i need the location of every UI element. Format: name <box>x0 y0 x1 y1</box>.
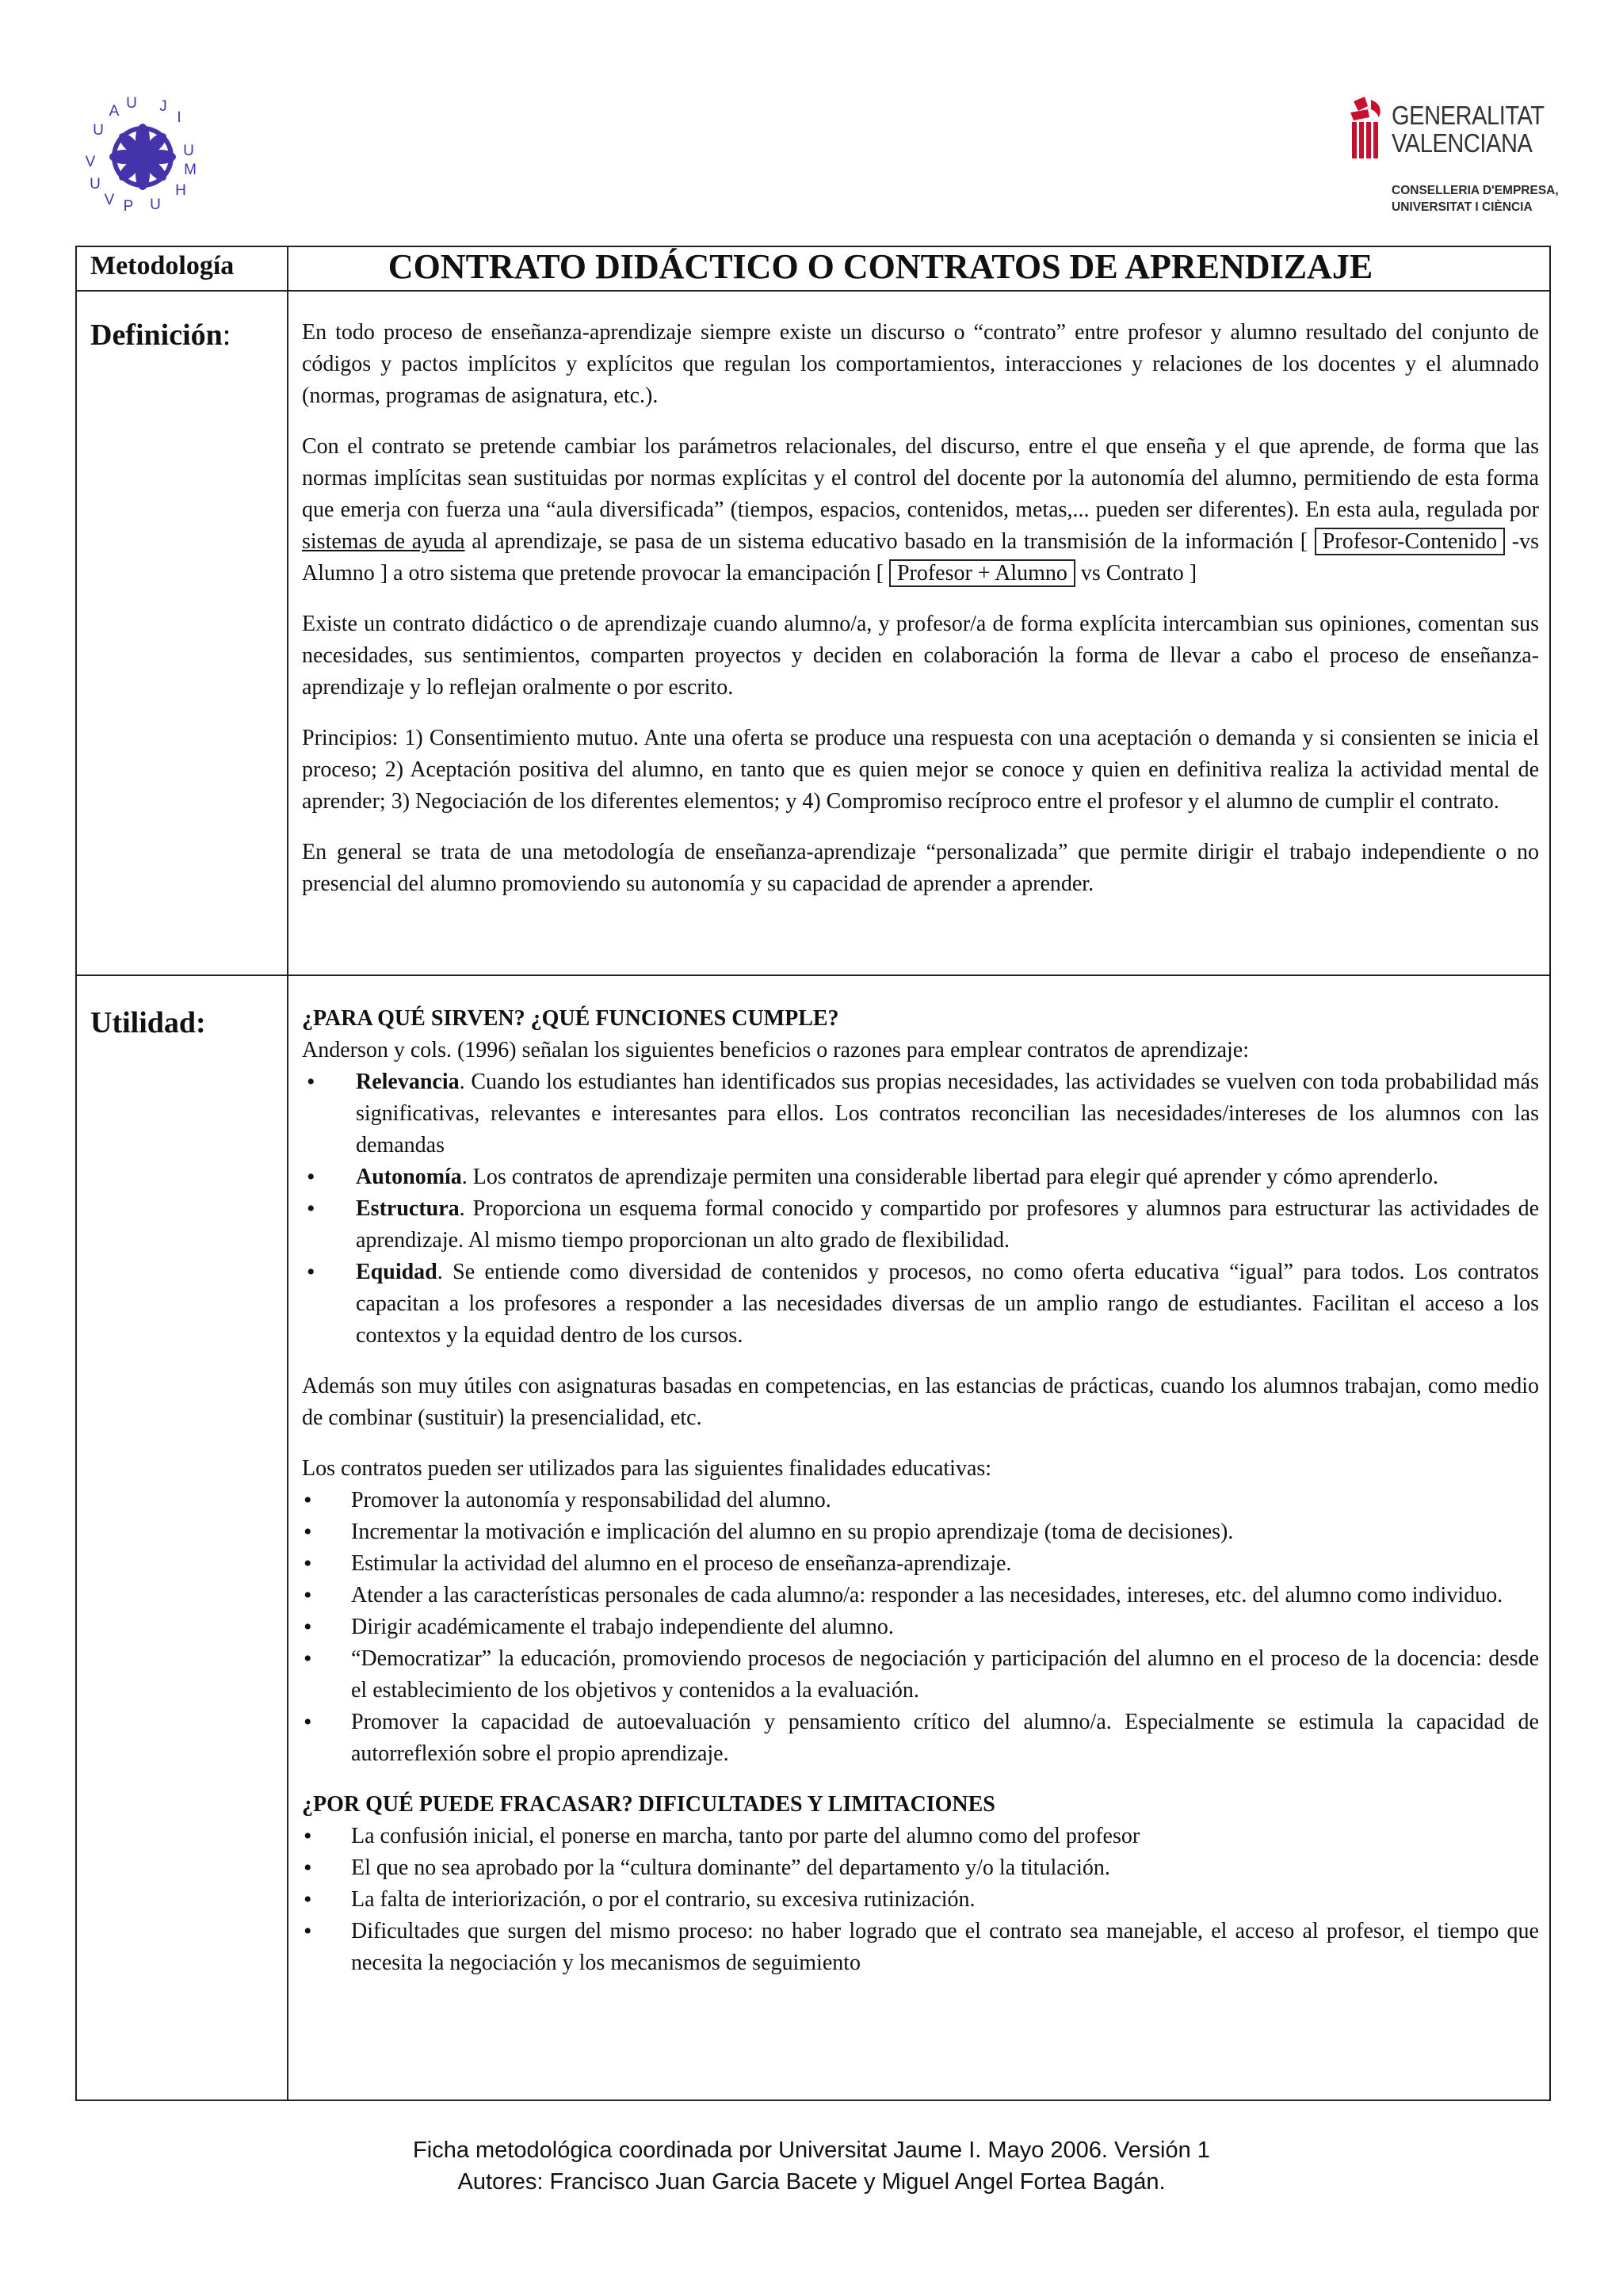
list-item: • La confusión inicial, el ponerse en marcha, tanto por parte del alumno como del profesor <box>302 1821 1539 1852</box>
definicion-label-text: Definición <box>90 318 223 352</box>
svg-text:U: U <box>93 122 104 139</box>
table-divider-definicion <box>75 974 1551 976</box>
definicion-content <box>302 317 1539 900</box>
profesor-alumno-box: Profesor + Alumno <box>889 559 1075 587</box>
generalitat-name <box>1392 101 1545 157</box>
table-border-left <box>75 246 77 2101</box>
definicion-paragraph-4: Principios: 1) Consentimiento mutuo. Ante una oferta se produce una respuesta con una aceptación o demanda y si consienten se inicia el proceso; 2) Aceptación positiva del alumno, en tanto que es quien mejor se conoce y quien en definitiva realiza la actividad mental de aprender; 3) Negociación de los diferentes elementos; y 4) Compromiso recíproco entre el profesor y el alumno de cumplir el contrato. <box>302 726 1539 814</box>
conselleria-line1: CONSELLERIA D'EMPRESA, <box>1392 184 1559 197</box>
generalitat-name-line1: GENERALITAT <box>1392 101 1545 130</box>
generalitat-valenciana-logo <box>1347 97 1559 223</box>
benefit-term: Relevancia <box>356 1070 460 1094</box>
list-item: • Dificultades que surgen del mismo proceso: no haber logrado que el contrato sea manejable, el acceso al profesor, el tiempo que necesita la negociación y los mecanismos de seguimiento <box>302 1916 1539 1979</box>
svg-text:J: J <box>159 98 167 115</box>
definicion-paragraph-5: En general se trata de una metodología de enseñanza-aprendizaje “personalizada” que permite dirigir el trabajo independiente o no presencial del alumno promoviendo su autonomía y su capacidad de aprender a aprender. <box>302 840 1539 896</box>
university-network-logo <box>79 93 206 220</box>
benefit-text: . Se entiende como diversidad de contenidos y procesos, no como oferta educativa “igual” para todos. Los contratos capacitan a los profesores a responder a las necesidades diversas de un amplio rango de estudiantes. Facilitan el acceso a los contextos y la equidad dentro de los cursos. <box>356 1260 1539 1348</box>
anderson-intro: Anderson y cols. (1996) señalan los siguientes beneficios o razones para emplear contratos de aprendizaje: <box>302 1038 1250 1062</box>
list-item: • Promover la capacidad de autoevaluación y pensamiento crítico del alumno/a. Especialmente se estimula la capacidad de autorreflexión sobre el propio aprendizaje. <box>302 1707 1539 1770</box>
university-network-emblem-icon <box>79 93 206 220</box>
benefit-term: Autonomía <box>356 1165 462 1189</box>
svg-text:U: U <box>183 143 194 159</box>
table-border-bottom <box>75 2100 1551 2101</box>
list-item <box>302 1161 1539 1193</box>
definicion-label <box>90 317 231 353</box>
por-que-fracasar-heading: ¿POR QUÉ PUEDE FRACASAR? DIFICULTADES Y LIMITACIONES <box>302 1792 995 1817</box>
list-item: • Dirigir académicamente el trabajo independiente del alumno. <box>302 1611 1539 1643</box>
definicion-paragraph-2 <box>302 431 1539 589</box>
list-item: • “Democratizar” la educación, promoviendo procesos de negociación y participación del alumno en el proceso de la docencia: desde el establecimiento de los objetivos y contenidos a la evaluación. <box>302 1643 1539 1707</box>
svg-text:V: V <box>104 192 115 208</box>
benefit-text: . Proporciona un esquema formal conocido y compartido por profesores y alumnos para estructurar las actividades de aprendizaje. Al mismo tiempo proporcionan un alto grado de flexibilidad. <box>356 1196 1539 1253</box>
list-item <box>302 1066 1539 1161</box>
page-title: CONTRATO DIDÁCTICO O CONTRATOS DE APRENDIZAJE <box>388 247 1373 286</box>
footer-credits <box>0 2134 1623 2198</box>
svg-text:A: A <box>109 103 120 120</box>
list-item: • El que no sea aprobado por la “cultura dominante” del departamento y/o la titulación. <box>302 1852 1539 1884</box>
profesor-contenido-box: Profesor-Contenido <box>1315 528 1505 555</box>
finalidades-intro: Los contratos pueden ser utilizados para las siguientes finalidades educativas: <box>302 1456 992 1481</box>
svg-text:U: U <box>150 196 161 213</box>
definicion-paragraph-1: En todo proceso de enseñanza-aprendizaje siempre existe un discurso o “contrato” entre profesor y alumno resultado del conjunto de códigos y pactos implícitos y explícitos que regulan los comportamientos, interacciones y relaciones de los docentes y el alumnado (normas, programas de asignatura, etc.). <box>302 320 1539 408</box>
svg-text:H: H <box>175 182 186 199</box>
list-item: • Incrementar la motivación e implicación del alumno en su propio aprendizaje (toma de decisiones). <box>302 1516 1539 1548</box>
utilidad-label: Utilidad: <box>90 1006 206 1039</box>
list-item <box>302 1257 1539 1352</box>
benefit-term: Equidad <box>356 1260 437 1284</box>
definicion-p2-text-d: vs Contrato ] <box>1080 561 1197 585</box>
finalidades-list <box>302 1485 1539 1770</box>
table-column-divider <box>287 246 288 2101</box>
list-item: • La falta de interiorización, o por el contrario, su excesiva rutinización. <box>302 1884 1539 1916</box>
benefit-text: . Cuando los estudiantes han identificados sus propias necesidades, las actividades se vuelven con toda probabilidad más significativas, relevantes e interesantes para ellos. Los contratos reconcilian las necesidades/intereses de los alumnos con las demandas <box>356 1070 1539 1158</box>
conselleria-name <box>1392 182 1559 215</box>
benefit-term: Estructura <box>356 1196 460 1221</box>
list-item: • Promover la autonomía y responsabilidad del alumno. <box>302 1485 1539 1516</box>
svg-text:P: P <box>123 198 134 215</box>
definicion-paragraph-3: Existe un contrato didáctico o de aprendizaje cuando alumno/a, y profesor/a de forma explícita intercambian sus opiniones, comentan sus necesidades, sus sentimientos, comparten proyectos y deciden en colaboración la forma de llevar a cabo el proceso de enseñanza-aprendizaje y lo reflejan oralmente o por escrito. <box>302 612 1539 700</box>
benefits-list <box>302 1066 1539 1352</box>
svg-text:U: U <box>126 95 137 112</box>
utilidad-content <box>302 1003 1539 1979</box>
svg-text:U: U <box>90 176 101 193</box>
metodologia-label: Metodología <box>90 251 235 280</box>
list-item: • Atender a las características personales de cada alumno/a: responder a las necesidades, intereses, etc. del alumno como individuo. <box>302 1580 1539 1611</box>
benefit-text: . Los contratos de aprendizaje permiten una considerable libertad para elegir qué aprender y cómo aprenderlo. <box>461 1165 1439 1189</box>
dificultades-list <box>302 1821 1539 1979</box>
definicion-p2-text-a: Con el contrato se pretende cambiar los parámetros relacionales, del discurso, entre el que enseña y el que aprende, de forma que las normas implícitas sean sustituidas por normas explícitas y el control del docente por la autonomía del alumno, permitiendo de esta forma que emerja con fuerza una “aula diversificada” (tiempos, espacios, contenidos, metas,... pueden ser diferentes). En esta aula, regulada por <box>302 434 1539 522</box>
list-item: • Estimular la actividad del alumno en el proceso de enseñanza-aprendizaje. <box>302 1548 1539 1580</box>
sistemas-de-ayuda-underlined: sistemas de ayuda <box>302 529 465 554</box>
generalitat-name-line2: VALENCIANA <box>1392 128 1533 158</box>
table-border-right <box>1549 246 1551 2101</box>
generalitat-emblem-icon <box>1347 97 1387 166</box>
footer-line-2: Autores: Francisco Juan Garcia Bacete y Miguel Angel Fortea Bagán. <box>457 2169 1166 2195</box>
ademas-paragraph: Además son muy útiles con asignaturas basadas en competencias, en las estancias de prácticas, cuando los alumnos trabajan, como medio de combinar (sustituir) la presencialidad, etc. <box>302 1374 1539 1430</box>
footer-line-1: Ficha metodológica coordinada por Universitat Jaume I. Mayo 2006. Versión 1 <box>413 2138 1210 2163</box>
para-que-sirven-heading: ¿PARA QUÉ SIRVEN? ¿QUÉ FUNCIONES CUMPLE? <box>302 1006 839 1031</box>
svg-text:V: V <box>85 154 96 170</box>
definicion-p2-text-c: -vs Alumno ] a otro sistema que pretende provocar la emancipación [ <box>302 529 1540 585</box>
definicion-p2-text-b: al aprendizaje, se pasa de un sistema educativo basado en la transmisión de la información [ <box>472 529 1308 554</box>
conselleria-line2: UNIVERSITAT I CIÈNCIA <box>1392 200 1533 214</box>
definicion-label-colon: : <box>222 318 231 352</box>
svg-text:I: I <box>177 109 181 126</box>
list-item <box>302 1193 1539 1257</box>
svg-text:M: M <box>184 162 197 178</box>
